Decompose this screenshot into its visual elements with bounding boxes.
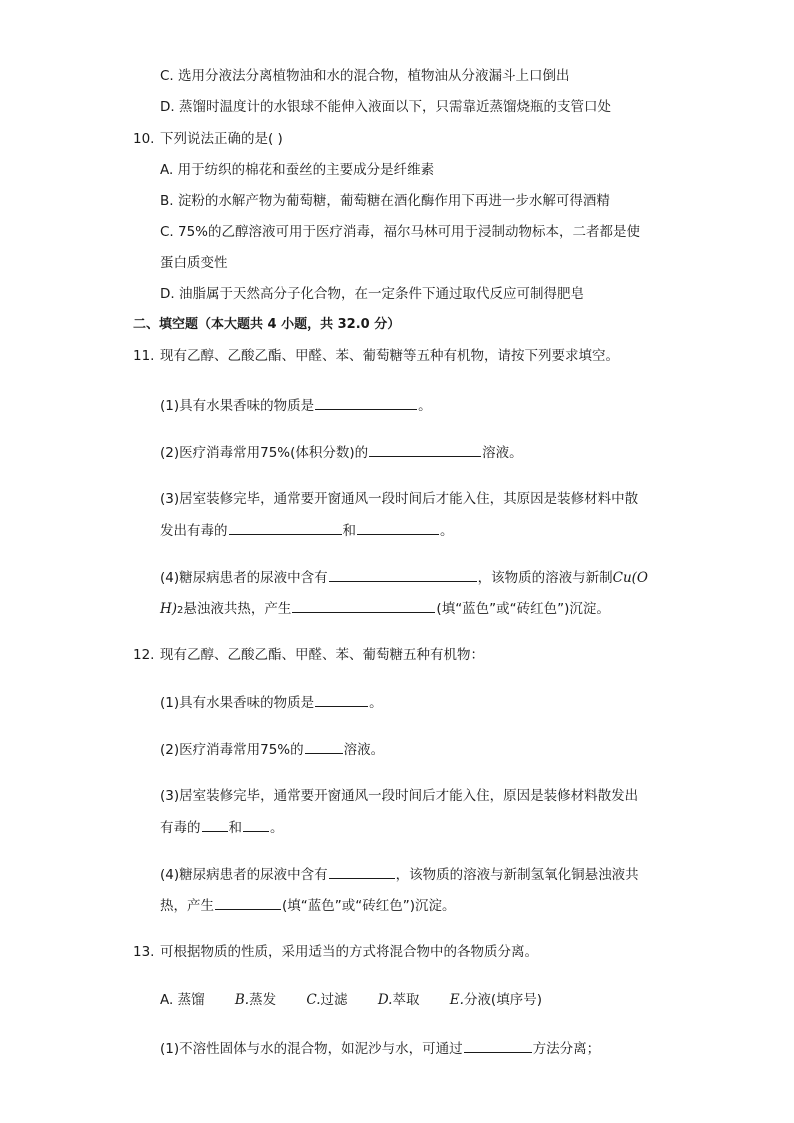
- q13-option-d-text: 萃取: [392, 992, 420, 1008]
- q12-part3-line1: (3)居室装修完毕，通常要开窗通风一段时间后才能入住，原因是装修材料散发出: [160, 788, 639, 804]
- answer-blank[interactable]: [464, 1038, 532, 1053]
- answer-blank[interactable]: [243, 817, 269, 832]
- q13-part1-end: 方法分离；: [532, 1041, 601, 1057]
- q12-part4-line1: [160, 864, 639, 885]
- answer-blank[interactable]: [329, 567, 477, 582]
- q13-option-e-letter: E.: [449, 992, 464, 1008]
- answer-blank[interactable]: [229, 520, 342, 535]
- q11-part1-end: 。: [418, 398, 432, 414]
- q13-options: [160, 990, 568, 1010]
- q12-part3-and: 和: [228, 820, 242, 836]
- q9-option-d: D. 蒸馏时温度计的水银球不能伸入液面以下，只需靠近蒸馏烧瓶的支管口处: [160, 99, 611, 115]
- q12-part1-text: (1)具有水果香味的物质是: [160, 695, 315, 711]
- formula-h: H): [160, 601, 178, 617]
- question-number-13: 13.: [133, 944, 155, 960]
- answer-blank[interactable]: [215, 895, 281, 910]
- q10-stem: 下列说法正确的是( ): [160, 131, 283, 147]
- q10-option-c-line2: 蛋白质变性: [160, 255, 228, 271]
- answer-blank[interactable]: [305, 739, 343, 754]
- answer-blank[interactable]: [315, 692, 368, 707]
- q11-part4-end: (填“蓝色”或“砖红色”)沉淀。: [436, 601, 610, 617]
- q11-part4-line1: [160, 567, 648, 588]
- q13-option-b-text: 蒸发: [249, 992, 277, 1008]
- q11-part3-text: 发出有毒的: [160, 523, 228, 539]
- q13-option-d: [378, 992, 420, 1008]
- question-number-11: 11.: [133, 348, 155, 364]
- q13-part1-text: (1)不溶性固体与水的混合物，如泥沙与水，可通过: [160, 1041, 463, 1057]
- answer-blank[interactable]: [329, 864, 395, 879]
- q12-part1-end: 。: [369, 695, 383, 711]
- section-heading: 二、填空题（本大题共 4 小题，共 32.0 分）: [133, 317, 401, 332]
- q12-part2: [160, 739, 384, 760]
- q13-option-b: [235, 992, 276, 1008]
- q12-part1: [160, 692, 383, 713]
- q13-option-e: [450, 992, 542, 1008]
- q12-part4-end: (填“蓝色”或“砖红色”)沉淀。: [282, 898, 456, 914]
- answer-blank[interactable]: [202, 817, 228, 832]
- answer-blank[interactable]: [315, 395, 417, 410]
- q11-part3-line2: [160, 520, 454, 541]
- q13-option-d-letter: D.: [377, 992, 393, 1008]
- q13-option-b-letter: B.: [234, 992, 250, 1008]
- q11-stem: 现有乙醇、乙酸乙酯、甲醛、苯、葡萄糖等五种有机物，请按下列要求填空。: [160, 348, 619, 364]
- q12-part3-text: 有毒的: [160, 820, 201, 836]
- q11-part3-line1: (3)居室装修完毕，通常要开窗通风一段时间后才能入住，其原因是装修材料中散: [160, 491, 639, 507]
- q11-part3-end: 。: [440, 523, 454, 539]
- q10-option-b: B. 淀粉的水解产物为葡萄糖，葡萄糖在酒化酶作用下再进一步水解可得酒精: [160, 193, 610, 209]
- q11-part2: [160, 442, 523, 463]
- q10-option-a: A. 用于纺织的棉花和蚕丝的主要成分是纤维素: [160, 162, 435, 178]
- q11-part1-text: (1)具有水果香味的物质是: [160, 398, 315, 414]
- q11-part4-text: (4)糖尿病患者的尿液中含有: [160, 570, 328, 586]
- q9-option-c: C. 选用分液法分离植物油和水的混合物，植物油从分液漏斗上口倒出: [160, 68, 570, 84]
- question-number-12: 12.: [133, 647, 155, 663]
- q10-option-c-line1: C. 75%的乙醇溶液可用于医疗消毒，福尔马林可用于浸制动物标本，二者都是使: [160, 224, 641, 240]
- q12-part4-mid: ，该物质的溶液与新制氢氧化铜悬浊液共: [395, 867, 639, 883]
- q13-stem: 可根据物质的性质，采用适当的方式将混合物中的各物质分离。: [160, 944, 538, 960]
- answer-blank[interactable]: [369, 442, 481, 457]
- formula-subscript: 2: [177, 605, 184, 616]
- q12-part2-end: 溶液。: [343, 742, 385, 758]
- q12-part3-line2: [160, 817, 284, 838]
- q13-option-c-text: 过滤: [320, 992, 348, 1008]
- q13-option-e-text: 分液(填序号): [463, 992, 542, 1008]
- q11-part2-text: (2)医疗消毒常用75%(体积分数)的: [160, 445, 369, 461]
- q11-part4-text2: 悬浊液共热，产生: [183, 601, 292, 617]
- q13-option-c: [306, 992, 347, 1008]
- q12-part4-text: (4)糖尿病患者的尿液中含有: [160, 867, 328, 883]
- answer-blank[interactable]: [292, 598, 435, 613]
- q12-part2-text: (2)医疗消毒常用75%的: [160, 742, 304, 758]
- answer-blank[interactable]: [357, 520, 439, 535]
- q11-part2-end: 溶液。: [482, 445, 523, 461]
- q10-option-d: D. 油脂属于天然高分子化合物，在一定条件下通过取代反应可制得肥皂: [160, 286, 584, 302]
- q11-part4-line2: [160, 598, 610, 621]
- q12-part3-end: 。: [270, 820, 284, 836]
- q11-part4-mid: ，该物质的溶液与新制: [477, 570, 613, 586]
- q13-option-a: A. 蒸馏: [160, 992, 205, 1008]
- question-number-10: 10.: [133, 131, 155, 147]
- q13-part1: [160, 1038, 600, 1059]
- q12-part4-text2: 热，产生: [160, 898, 214, 914]
- q11-part1: [160, 395, 432, 416]
- q12-part4-line2: [160, 895, 456, 916]
- q11-part3-and: 和: [342, 523, 356, 539]
- formula-cu-oh: Cu(O: [612, 570, 648, 586]
- q13-option-c-letter: C.: [306, 992, 321, 1008]
- q12-stem: 现有乙醇、乙酸乙酯、甲醛、苯、葡萄糖五种有机物：: [160, 647, 484, 663]
